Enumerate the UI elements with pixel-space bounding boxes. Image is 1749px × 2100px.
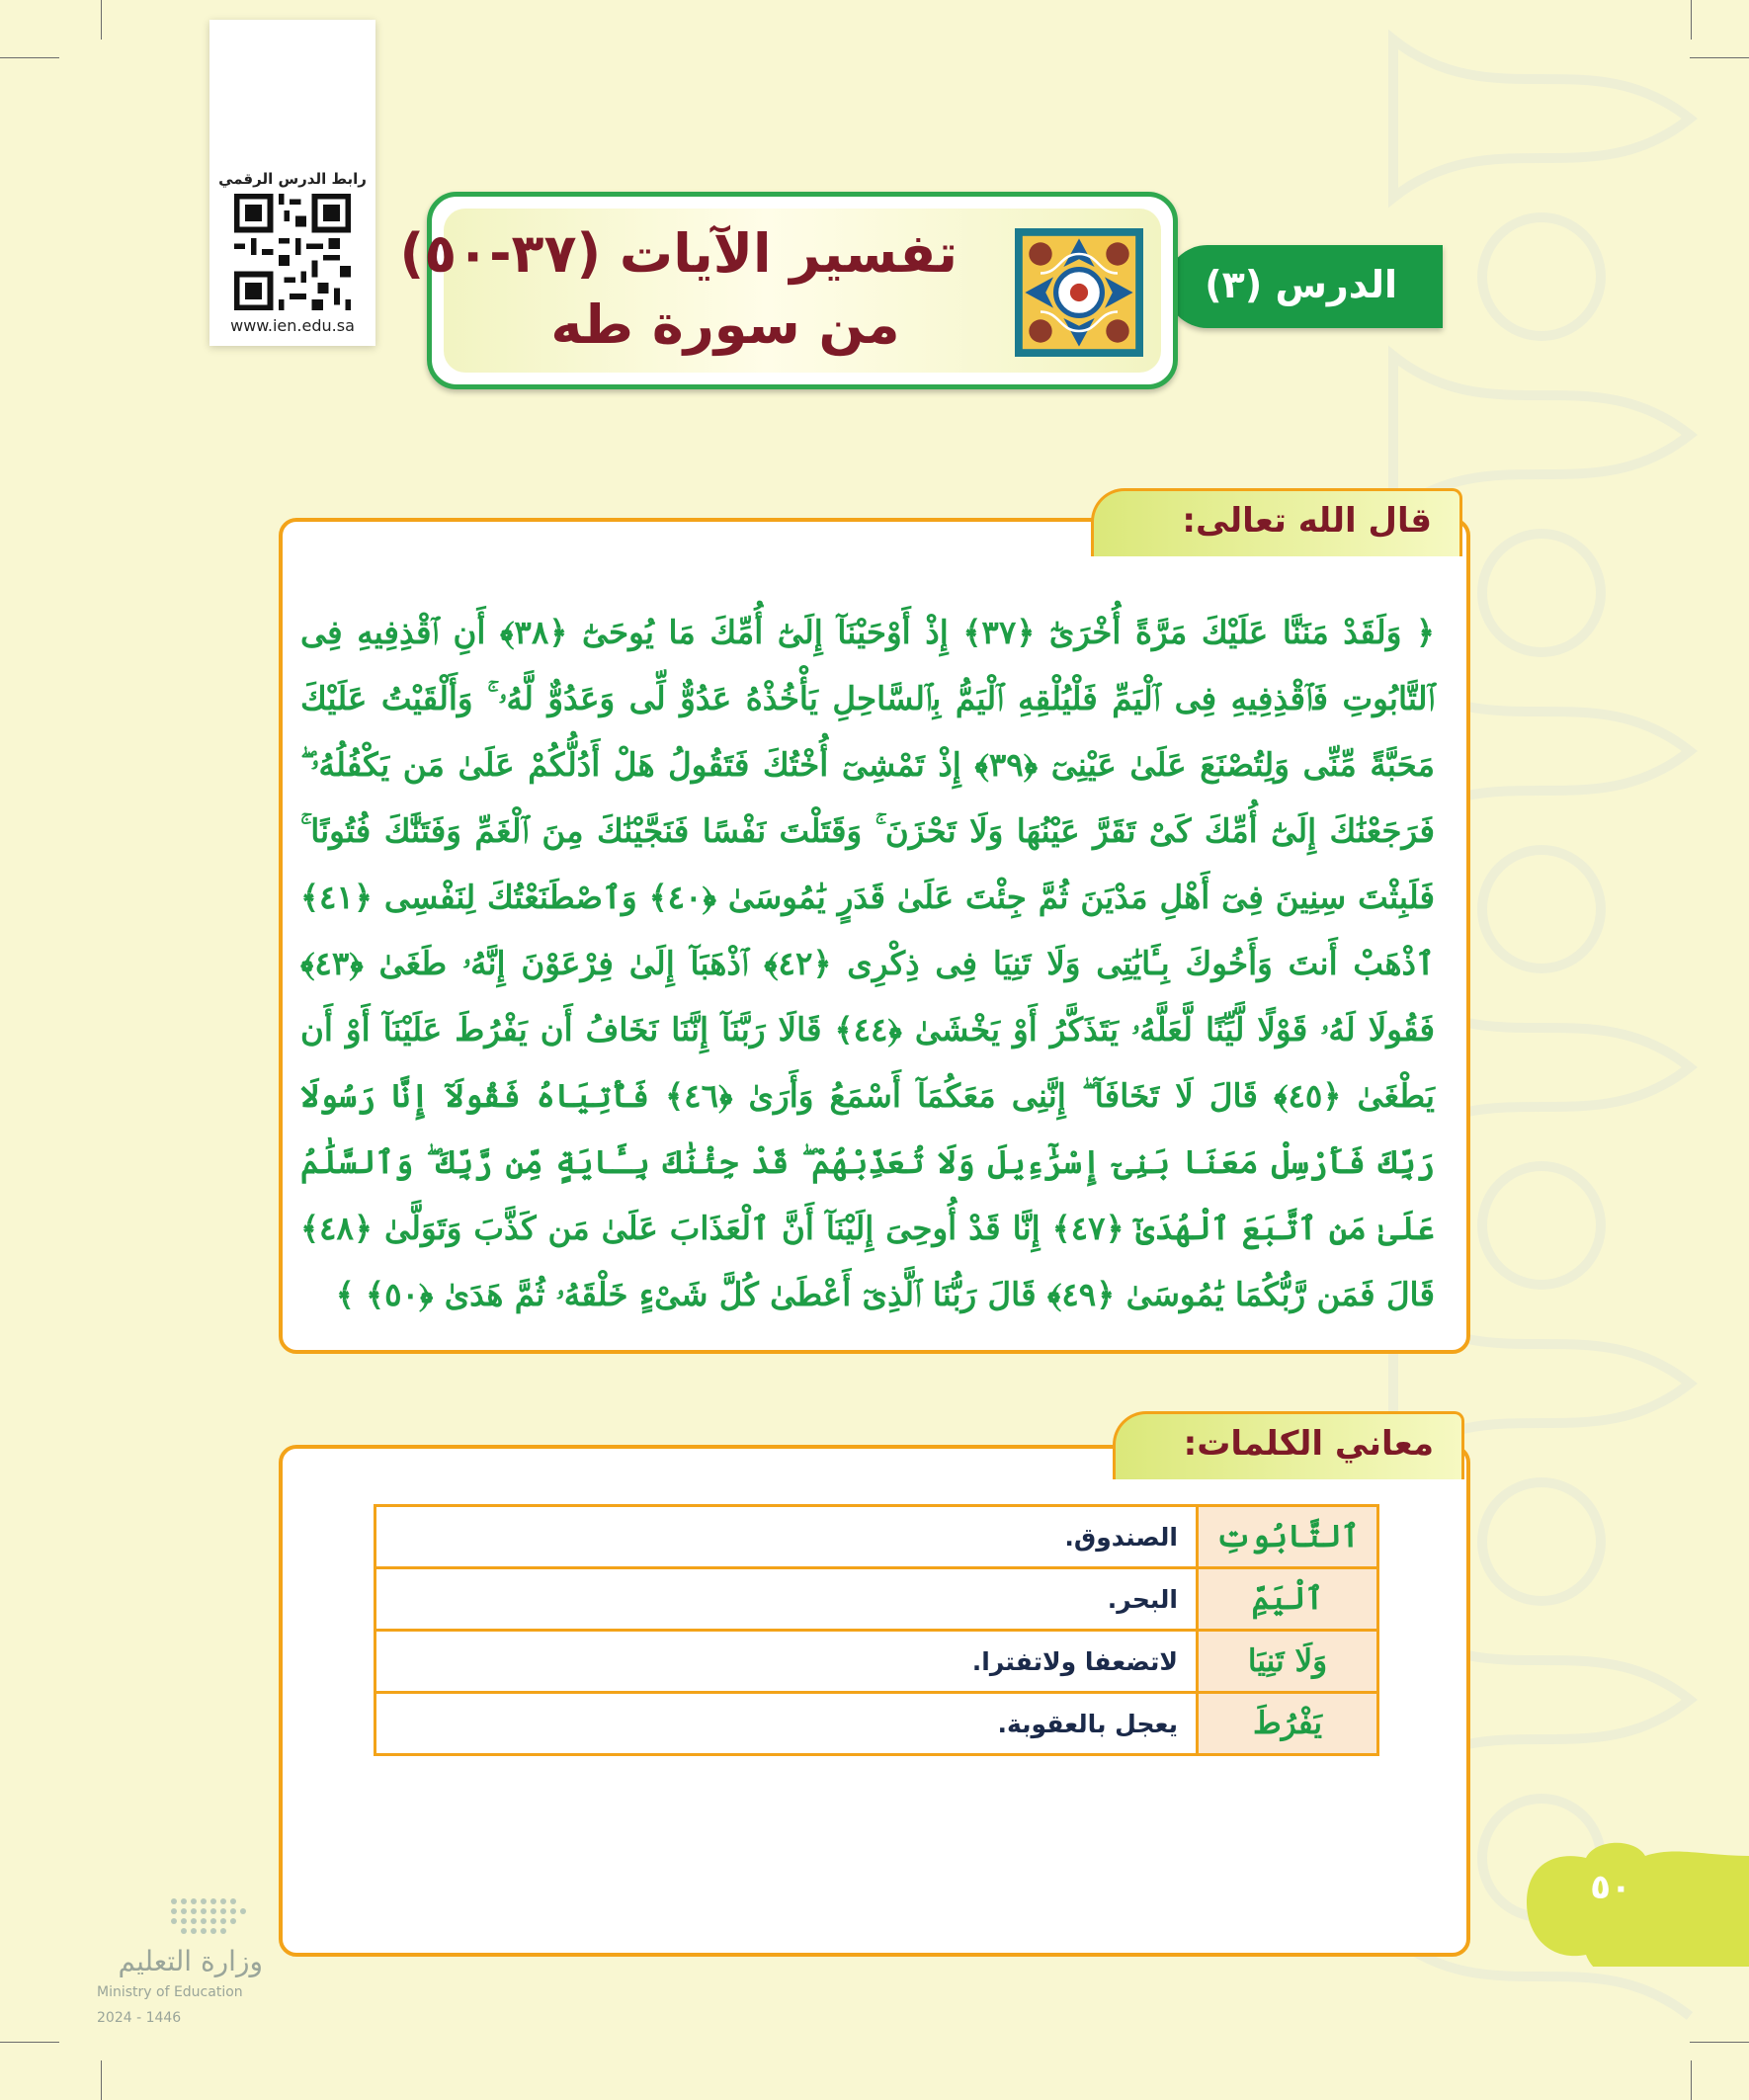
ministry-year: 2024 - 1446 [97,2010,182,2026]
crop-mark [0,2042,59,2043]
meanings-heading: معاني الكلمات: [1183,1424,1434,1464]
verses-heading-tab [1091,488,1462,556]
ministry-name-arabic: وزارة التعليم [118,1945,263,1977]
lesson-title-line1: تفسير الآيات (٣٧-٥٠) [399,222,958,285]
qr-code-icon[interactable] [234,194,351,310]
lesson-number-label: الدرس (٣) [1205,263,1397,306]
verses-heading: قال الله تعالى: [1182,501,1432,541]
table-word-cell: وَلَا تَنِيَا [1198,1631,1378,1693]
page-number: ٥٠ [1590,1868,1631,1907]
qr-label: رابط الدرس الرقمي [218,170,367,188]
table-row [375,1506,1378,1568]
table-meaning-cell: لاتضعفا ولاتفترا. [375,1631,1198,1693]
table-meaning-cell: البحر. [375,1568,1198,1631]
table-row [375,1568,1378,1631]
qr-card[interactable] [209,20,375,346]
table-row [375,1693,1378,1755]
table-row [375,1631,1378,1693]
meanings-heading-tab [1113,1411,1464,1479]
word-meanings-table [374,1504,1379,1756]
qr-url[interactable]: www.ien.edu.sa [230,316,355,335]
table-meaning-cell: يعجل بالعقوبة. [375,1693,1198,1755]
table-meaning-cell: الصندوق. [375,1506,1198,1568]
table-word-cell: ٱلْيَمِّ [1198,1568,1378,1631]
islamic-ornament-icon [1015,228,1143,357]
table-word-cell: يَفْرُطَ [1198,1693,1378,1755]
lesson-number-badge [1166,245,1443,328]
crop-mark [101,0,102,40]
crop-mark [101,2060,102,2100]
lesson-title-line2: من سورة طه [550,294,900,356]
lesson-title-box [399,192,1178,389]
lesson-title-inner [399,209,1161,373]
table-word-cell: ٱلتَّابُوتِ [1198,1506,1378,1568]
ministry-name-english: Ministry of Education [97,1984,243,2000]
crop-mark [0,57,59,58]
quran-verses-text: ﴿ وَلَقَدْ مَنَنَّا عَلَيْكَ مَرَّةً أُخْرَىٰٓ ﴿٣٧﴾ إِذْ أَوْحَيْنَآ إِلَىٰٓ أُمِّكَ مَا يُوحَىٰٓ ﴿٣٨﴾ أَنِ ٱقْذِفِيهِ فِى ٱلتَّابُوتِ فَٱقْذِفِيهِ فِى ٱلْيَمِّ فَلْيُلْقِهِ ٱلْيَمُّ بِٱلسَّاحِلِ يَأْخُذْهُ عَدُوٌّ لِّى وَعَدُوٌّ لَّهُۥ ۚ وَأَلْقَيْتُ عَلَيْكَ مَحَبَّةً مِّنِّى وَلِتُصْنَعَ عَلَىٰ عَيْنِىٓ ﴿٣٩﴾ إِذْ تَمْشِىٓ أُخْتُكَ فَتَقُولُ هَلْ أَدُلُّكُمْ عَلَىٰ مَن يَكْفُلُهُۥ ۖ فَرَجَعْنَٰكَ إِلَىٰٓ أُمِّكَ كَىْ تَقَرَّ عَيْنُهَا وَلَا تَحْزَنَ ۚ وَقَتَلْتَ نَفْسًا فَنَجَّيْنَٰكَ مِنَ ٱلْغَمِّ وَفَتَنَّٰكَ فُتُونًا ۚ فَلَبِثْتَ سِنِينَ فِىٓ أَهْلِ مَدْيَنَ ثُمَّ جِئْتَ عَلَىٰ قَدَرٍ يَٰمُوسَىٰ ﴿٤٠﴾ وَٱصْطَنَعْتُكَ لِنَفْسِى ﴿٤١﴾ ٱذْهَبْ أَنتَ وَأَخُوكَ بِـَٔايَٰتِى وَلَا تَنِيَا فِى ذِكْرِى ﴿٤٢﴾ ٱذْهَبَآ إِلَىٰ فِرْعَوْنَ إِنَّهُۥ طَغَىٰ ﴿٤٣﴾ فَقُولَا لَهُۥ قَوْلًا لَّيِّنًا لَّعَلَّهُۥ يَتَذَكَّرُ أَوْ يَخْشَىٰ ﴿٤٤﴾ قَالَا رَبَّنَآ إِنَّنَا نَخَافُ أَن يَفْرُطَ عَلَيْنَآ أَوْ أَن يَطْغَىٰ ﴿٤٥﴾ قَالَ لَا تَخَافَآ ۖ إِنَّنِى مَعَكُمَآ أَسْمَعُ وَأَرَىٰ ﴿٤٦﴾ فَأْتِيَاهُ فَقُولَآ إِنَّا رَسُولَا رَبِّكَ فَأَرْسِلْ مَعَنَا بَنِىٓ إِسْرَٰٓءِيلَ وَلَا تُعَذِّبْهُمْ ۖ قَدْ جِئْنَٰكَ بِـَٔايَةٍ مِّن رَّبِّكَ ۖ وَٱلسَّلَٰمُ عَلَىٰ مَنِ ٱتَّبَعَ ٱلْهُدَىٰٓ ﴿٤٧﴾ إِنَّا قَدْ أُوحِىَ إِلَيْنَآ أَنَّ ٱلْعَذَابَ عَلَىٰ مَن كَذَّبَ وَتَوَلَّىٰ ﴿٤٨﴾ قَالَ فَمَن رَّبُّكُمَا يَٰمُوسَىٰ ﴿٤٩﴾ قَالَ رَبُّنَا ٱلَّذِىٓ أَعْطَىٰ كُلَّ شَىْءٍ خَلْقَهُۥ ثُمَّ هَدَىٰ ﴿٥٠﴾ ﴾ [300,613,1436,1313]
